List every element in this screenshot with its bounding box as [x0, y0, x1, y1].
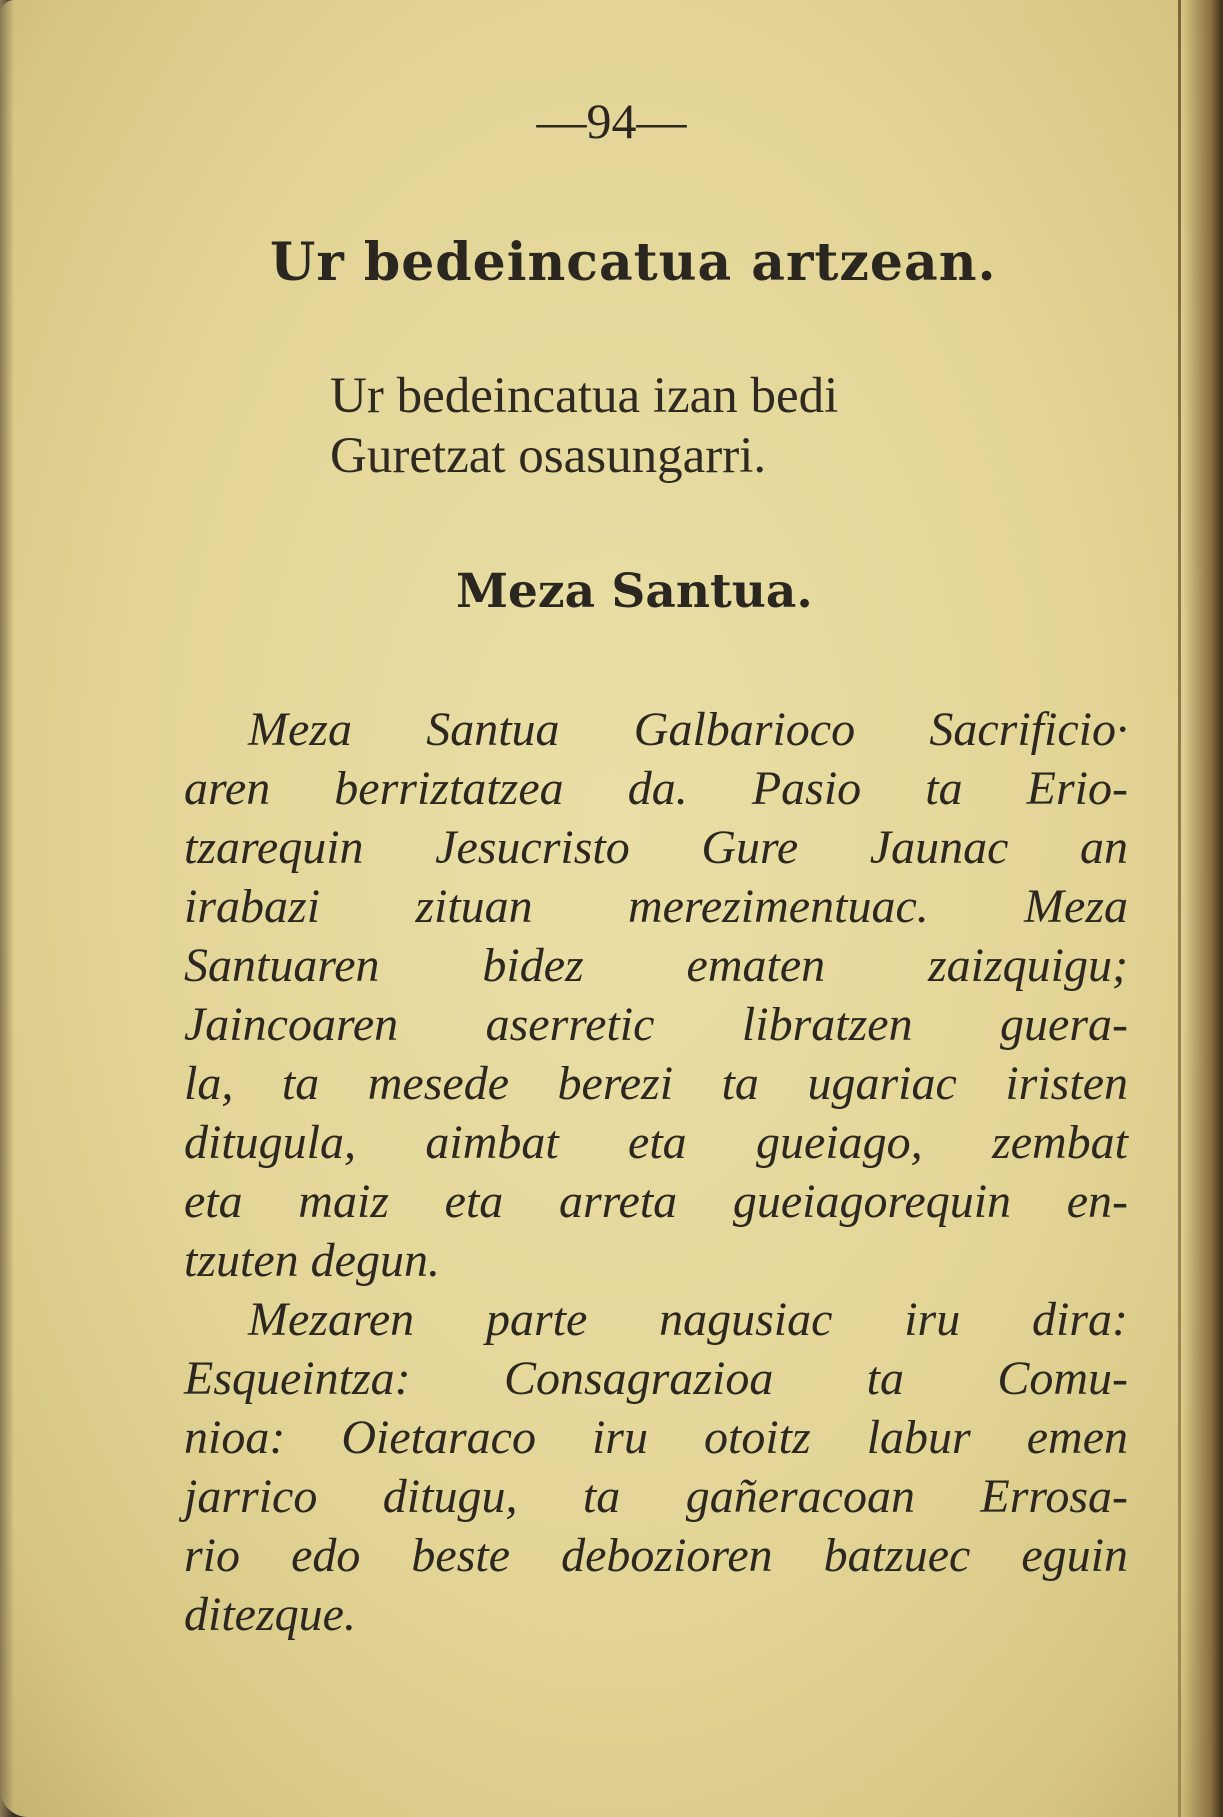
section-title-holy-water: Ur bedeincatua artzean.	[270, 232, 997, 293]
text-line: nioa: Oietaraco iru otoitz labur emen	[184, 1411, 1128, 1464]
text-line: tzuten degun.	[184, 1234, 440, 1287]
text-line: jarrico ditugu, ta gañeracoan Errosa-	[184, 1470, 1128, 1523]
text-line: Esqueintza: Consagrazioa ta Comu-	[184, 1352, 1128, 1405]
verse-line: Guretzat osasungarri.	[330, 428, 767, 484]
text-line: ditugula, aimbat eta gueiago, zembat	[184, 1116, 1128, 1169]
text-line: la, ta mesede berezi ta ugariac iristen	[184, 1057, 1128, 1110]
text-line: Jaincoaren aserretic libratzen guera-	[184, 998, 1128, 1051]
text-line: Meza Santua Galbarioco Sacrificio·	[248, 703, 1128, 756]
page-right-edge	[1183, 0, 1223, 1817]
text-line: Mezaren parte nagusiac iru dira:	[248, 1293, 1128, 1346]
verse-line: Ur bedeincatua izan bedi	[330, 368, 839, 424]
text-line: ditezque.	[184, 1588, 356, 1641]
page-number: —94—	[536, 93, 687, 149]
holy-mass-text	[184, 700, 1128, 1644]
text-line: rio edo beste debozioren batzuec eguin	[184, 1529, 1128, 1582]
text-line: eta maiz eta arreta gueiagorequin en-	[184, 1175, 1128, 1228]
text-line: tzarequin Jesucristo Gure Jaunac an	[184, 821, 1128, 874]
section-title-holy-mass: Meza Santua.	[456, 564, 813, 619]
text-line: irabazi zituan merezimentuac. Meza	[184, 880, 1128, 933]
page-left-edge	[0, 0, 14, 1817]
page-fold-line	[1178, 0, 1181, 1817]
text-line: Santuaren bidez ematen zaizquigu;	[184, 939, 1128, 992]
text-line: aren berriztatzea da. Pasio ta Erio-	[184, 762, 1128, 815]
holy-water-verse	[330, 366, 838, 486]
